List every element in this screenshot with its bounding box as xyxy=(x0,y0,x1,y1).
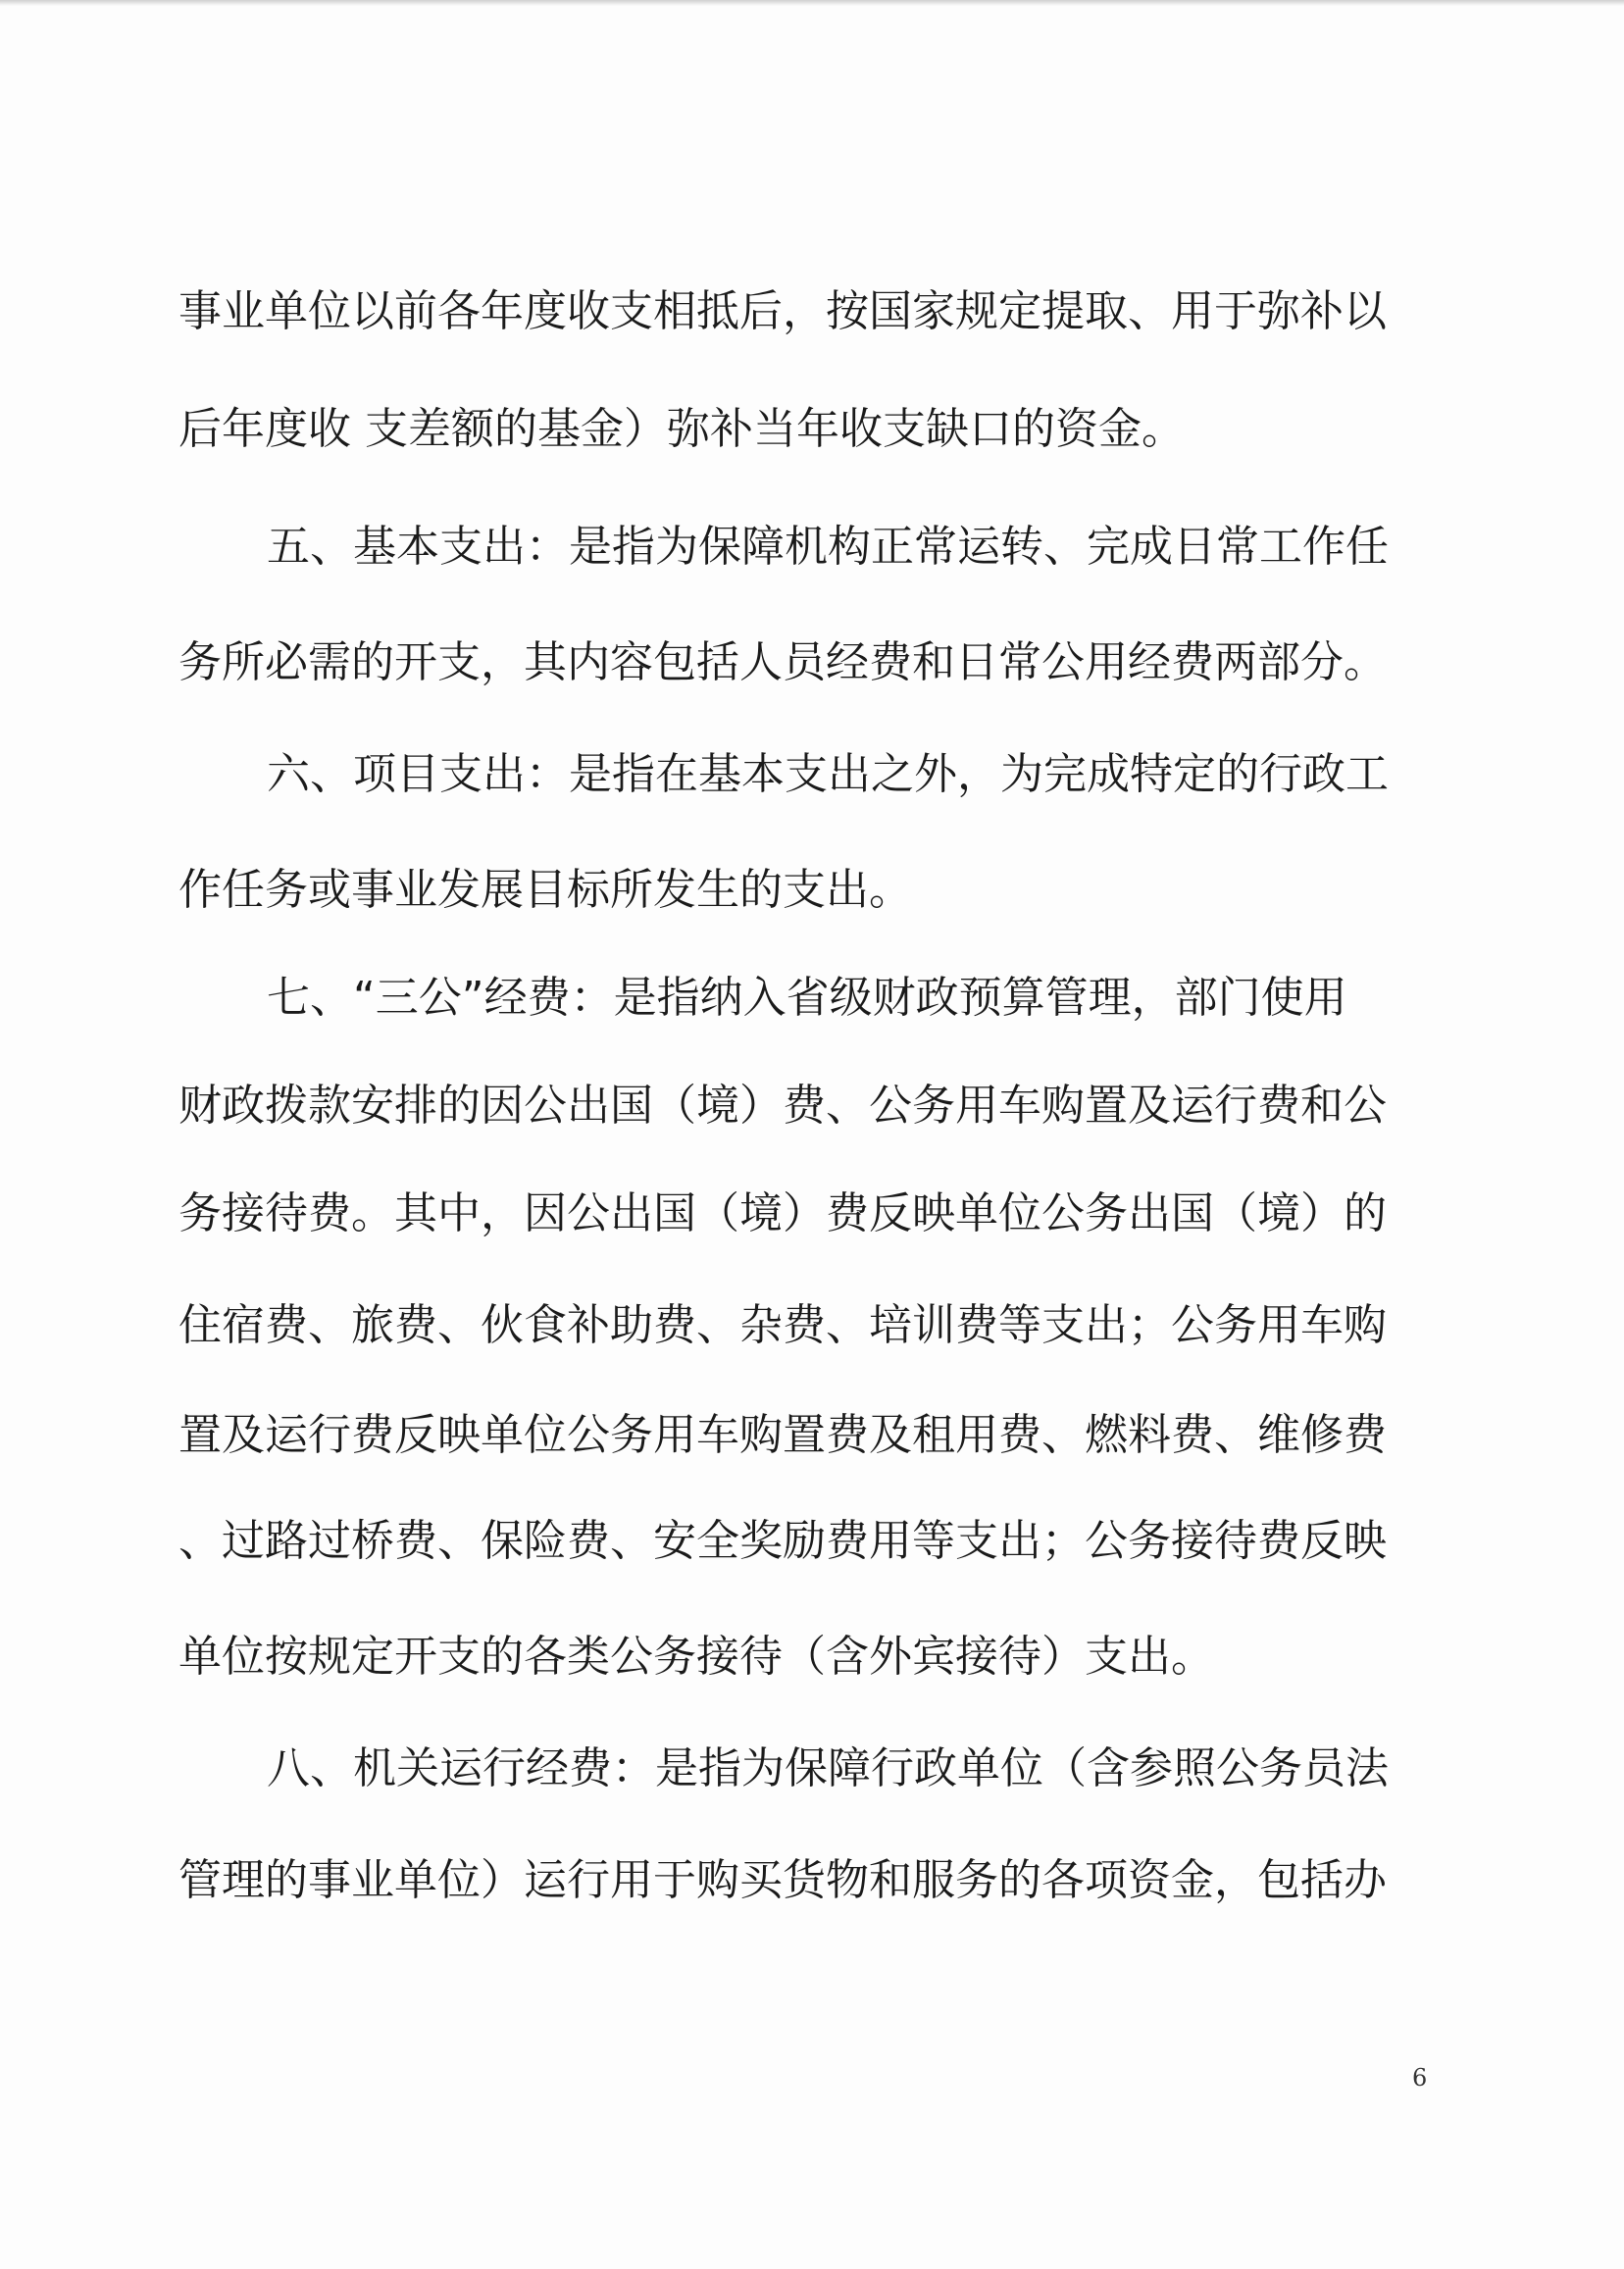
text-line: 八、机关运行经费：是指为保障行政单位（含参照公务员法 xyxy=(267,1743,1389,1793)
text-line: 、过路过桥费、保险费、安全奖励费用等支出；公务接待费反映 xyxy=(178,1516,1387,1566)
text-line: 财政拨款安排的因公出国（境）费、公务用车购置及运行费和公 xyxy=(178,1081,1387,1131)
text-line: 七、“三公”经费：是指纳入省级财政预算管理，部门使用 xyxy=(267,973,1347,1023)
text-line: 五、基本支出：是指为保障机构正常运转、完成日常工作任 xyxy=(267,522,1389,572)
text-line: 单位按规定开支的各类公务接待（含外宾接待）支出。 xyxy=(178,1632,1214,1682)
text-line: 管理的事业单位）运行用于购买货物和服务的各项资金，包括办 xyxy=(178,1855,1387,1905)
text-line: 务所必需的开支，其内容包括人员经费和日常公用经费两部分。 xyxy=(178,637,1387,687)
text-line: 事业单位以前各年度收支相抵后，按国家规定提取、用于弥补以 xyxy=(178,286,1387,336)
scan-edge xyxy=(0,0,1624,6)
text-line: 六、项目支出：是指在基本支出之外，为完成特定的行政工 xyxy=(267,749,1389,799)
page-number: 6 xyxy=(1412,2064,1428,2092)
text-line: 置及运行费反映单位公务用车购置费及租用费、燃料费、维修费 xyxy=(178,1410,1387,1460)
text-line: 住宿费、旅费、伙食补助费、杂费、培训费等支出；公务用车购 xyxy=(178,1300,1387,1350)
text-line: 务接待费。其中，因公出国（境）费反映单位公务出国（境）的 xyxy=(178,1188,1387,1238)
text-line: 作任务或事业发展目标所发生的支出。 xyxy=(178,865,912,915)
text-line: 后年度收 支差额的基金）弥补当年收支缺口的资金。 xyxy=(178,404,1185,454)
